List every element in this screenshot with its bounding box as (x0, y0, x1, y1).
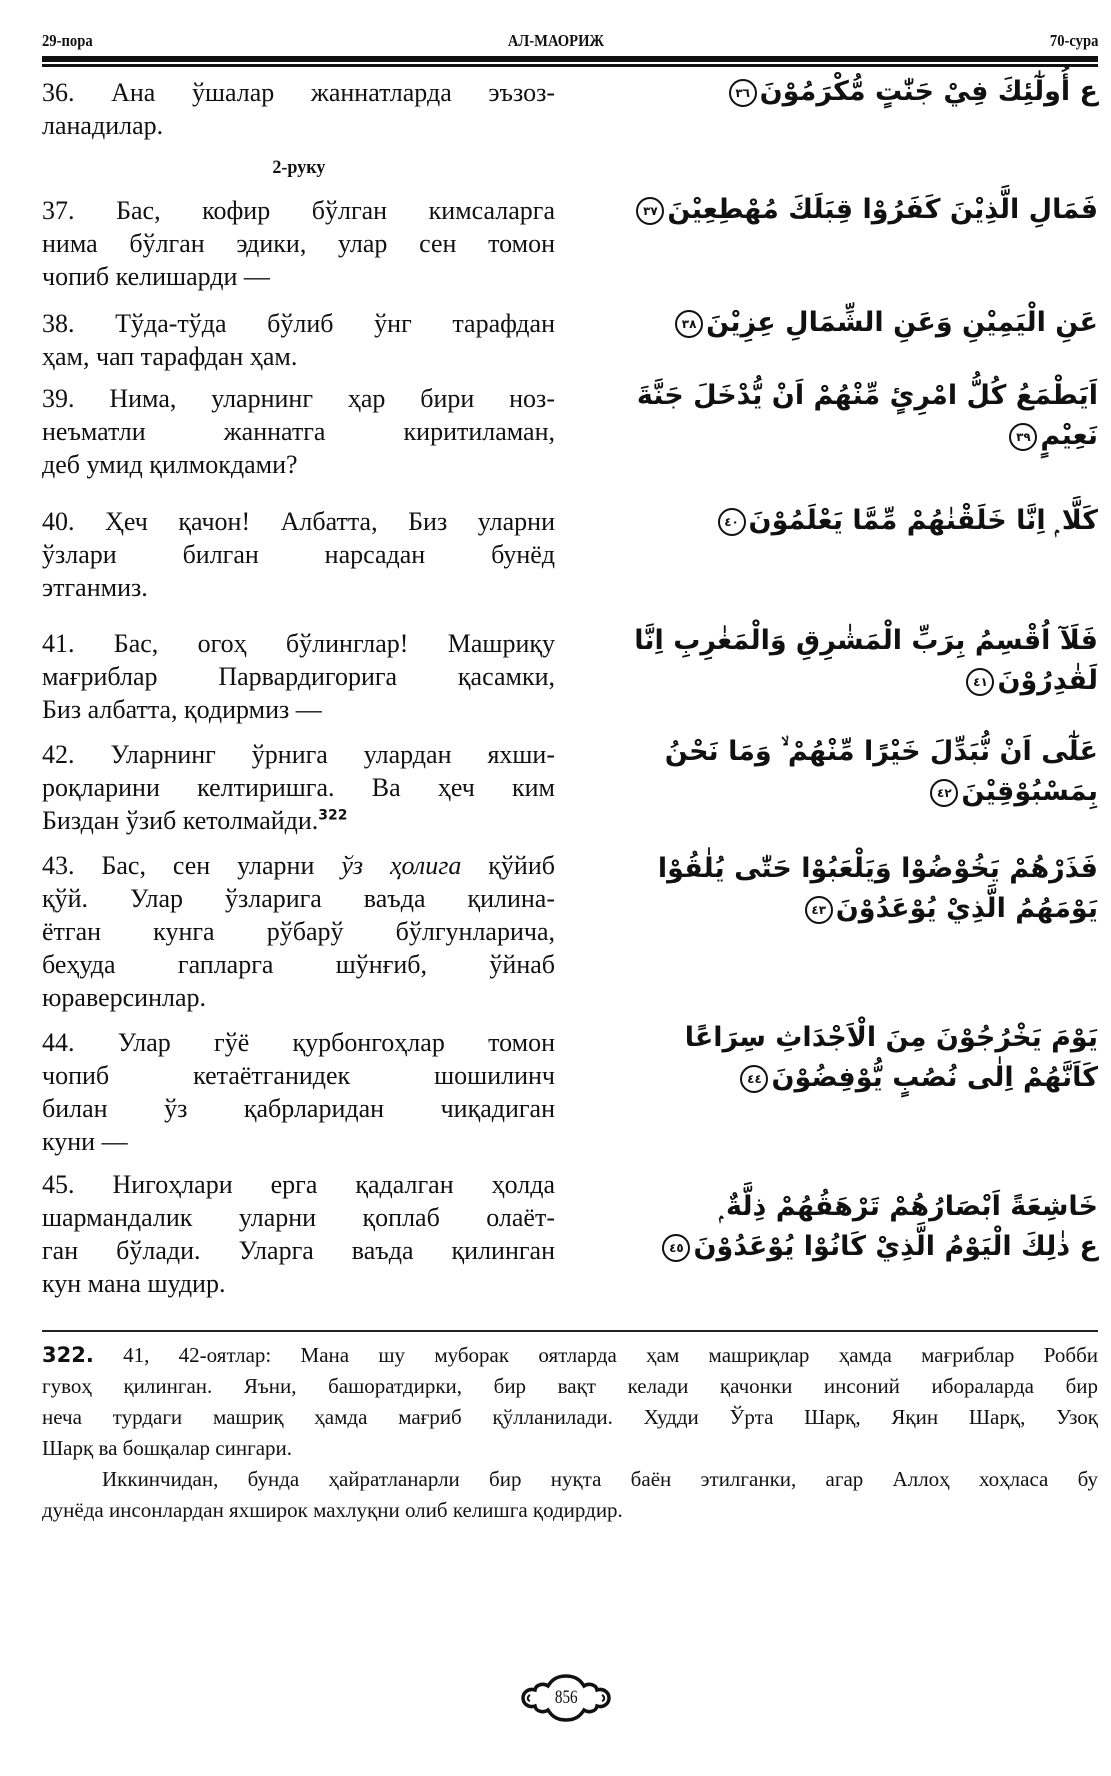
verse-line-text: қўйиб (461, 851, 555, 880)
verse-line: 37. Бас, кофир бўлган кимсаларга (42, 196, 555, 225)
footnote-line: дунёда инсонлардан яхширок махлуқни олиб келишга қодирдир. (42, 1498, 623, 1522)
arabic-line: خَاشِعَةً اَبْصَارُهُمْ تَرْهَقُهُمْ ذِلَّةٌ ۭ (719, 1191, 1098, 1222)
ayah-number-badge: ٤٠ (718, 508, 746, 536)
arabic-verse-41 (568, 621, 1098, 701)
ayah-number-badge: ٣٦ (729, 79, 757, 107)
verse-line: ланадилар. (42, 111, 164, 140)
header-juz-label: 29-пора (42, 31, 93, 50)
arabic-verse-40 (568, 501, 1098, 541)
ayah-number-badge: ٤٣ (805, 896, 833, 924)
verse-line: нима бўлган эдики, улар сен томон (42, 229, 555, 258)
ruku-marker-icon: ع (1079, 1231, 1098, 1262)
arabic-line (568, 1227, 1098, 1267)
footnote-line (42, 1340, 1098, 1371)
footnote-line: Шарқ ва бошқалар сингари. (42, 1436, 293, 1460)
arabic-line: فَذَرْهُمْ يَخُوْضُوْا وَيَلْعَبُوْا حَتّٰى يُلٰقُوْا (657, 853, 1098, 884)
verse-line: беҳуда гапларга шўнғиб, ўйнаб (42, 950, 555, 979)
arabic-verse-36 (568, 72, 1098, 112)
verse-line: чопиб кетаётганидек шошилинч (42, 1061, 555, 1090)
verse-line: ҳам, чап тарафдан ҳам. (42, 342, 298, 371)
page-number-text: 856 (554, 1687, 578, 1708)
footnote-ref-322[interactable]: 322 (318, 807, 348, 824)
header-rule-thick (42, 56, 1098, 62)
arabic-verse-42 (568, 732, 1098, 812)
arabic-line (568, 303, 1098, 343)
page-number (520, 1673, 612, 1723)
verse-line-text: 43. Бас, сен уларни (42, 851, 342, 880)
ayah-number-badge: ٤٢ (930, 779, 958, 807)
ayah-number-badge: ٤٥ (662, 1234, 690, 1262)
arabic-line (568, 416, 1098, 456)
verse-line: деб умид қилмокдами? (42, 450, 298, 479)
verse-37 (42, 194, 555, 293)
verse-line: куни — (42, 1127, 128, 1156)
verse-line: 40. Ҳеч қачон! Албатта, Биз уларни (42, 507, 555, 536)
footnote-separator (42, 1330, 1098, 1332)
footnote-line: гувоҳ қилинган. Яъни, башоратдирки, бир вақт келади қачонки инсоний ибораларда бир (42, 1374, 1098, 1398)
arabic-line (568, 190, 1098, 230)
ayah-number-badge: ٤٤ (740, 1065, 768, 1093)
arabic-line-text: كَلَّا ۭ اِنَّا خَلَقْنٰهُمْ مِّمَّا يَعْلَمُوْنَ (748, 505, 1098, 536)
arabic-line (568, 661, 1098, 701)
verse-line: 38. Тўда-тўда бўлиб ўнг тарафдан (42, 309, 555, 338)
arabic-verse-43 (568, 849, 1098, 929)
arabic-line: فَلَآ اُقْسِمُ بِرَبِّ الْمَشٰرِقِ وَالْمَغٰرِبِ اِنَّا (634, 625, 1098, 656)
arabic-line-text: فَمَالِ الَّذِيْنَ كَفَرُوْا قِبَلَكَ مُهْطِعِيْنَ (667, 194, 1098, 225)
arabic-line: يَوْمَ يَخْرُجُوْنَ مِنَ الْاَجْدَاثِ سِرَاعًا (684, 1022, 1098, 1053)
arabic-verse-44 (568, 1018, 1098, 1098)
verse-line: Биз албатта, қодирмиз — (42, 695, 322, 724)
verse-40 (42, 505, 555, 604)
arabic-line-text: عَنِ الْيَمِيْنِ وَعَنِ الشِّمَالِ عِزِيْنَ (706, 307, 1098, 338)
verse-line: билан ўз қабрларидан чиқадиган (42, 1094, 555, 1123)
header-surah-title (0, 30, 1111, 52)
verse-line: 41. Бас, огоҳ бўлинглар! Машриқу (42, 629, 555, 658)
arabic-line (568, 772, 1098, 812)
verse-line: чопиб келишарди — (42, 262, 270, 291)
ayah-number-badge: ٤١ (966, 668, 994, 696)
verse-41 (42, 627, 555, 726)
verse-line: юраверсинлар. (42, 983, 207, 1012)
verse-line: шармандалик уларни қоплаб олаёт- (42, 1203, 555, 1232)
page-number-ornament (520, 1673, 612, 1723)
verse-line: ётган кунга рўбарў бўлгунларича, (42, 917, 555, 946)
arabic-verse-45 (568, 1187, 1098, 1267)
arabic-line: اَيَطْمَعُ كُلُّ امْرِئٍ مِّنْهُمْ اَنْ يُّدْخَلَ جَنَّةَ (636, 380, 1098, 411)
verse-line: мағриблар Парвардигорига қасамки, (42, 662, 555, 691)
ayah-number-badge: ٣٩ (1009, 423, 1037, 451)
header-surah-title-text: АЛ-МАОРИЖ (507, 31, 604, 50)
arabic-line (568, 1058, 1098, 1098)
arabic-line-text: ذٰلِكَ الْيَوْمُ الَّذِيْ كَانُوْا يُوْعَدُوْنَ (693, 1231, 1071, 1262)
arabic-line-text: بِمَسْبُوْقِيْنَ (961, 776, 1098, 807)
verse-42 (42, 738, 555, 837)
verse-line: ган бўлади. Уларга ваъда қилинган (42, 1236, 555, 1265)
header-rule-thin (42, 64, 1098, 67)
arabic-line-text: أُولٰٓئِكَ فِيْ جَنّٰتٍ مُّكْرَمُوْنَ (759, 76, 1071, 107)
arabic-verse-37 (568, 190, 1098, 230)
arabic-line: عَلٰٓى اَنْ نُّبَدِّلَ خَيْرًا مِّنْهُمْ ۙ وَمَا نَحْنُ (664, 736, 1098, 767)
arabic-line-text: يَوْمَهُمُ الَّذِيْ يُوْعَدُوْنَ (835, 893, 1098, 924)
verse-italic-phrase: ўз ҳолига (341, 851, 462, 880)
arabic-line-text: كَاَنَّهُمْ اِلٰى نُصُبٍ يُّوْفِضُوْنَ (771, 1062, 1098, 1093)
verse-line: кун мана шудир. (42, 1269, 226, 1298)
verse-line: қўй. Улар ўзларига ваъда қилина- (42, 884, 555, 913)
verse-line: этганмиз. (42, 573, 148, 602)
verse-44 (42, 1026, 555, 1158)
header-surah-number: 70-сура (1049, 31, 1098, 50)
verse-45 (42, 1168, 555, 1300)
verse-line: 39. Нима, уларнинг ҳар бири ноз- (42, 384, 555, 413)
ayah-number-badge: ٣٨ (675, 310, 703, 338)
ruku-heading-text: 2-руку (271, 157, 326, 178)
ruku-marker-icon: ع (1079, 76, 1098, 107)
arabic-line-text: لَقٰدِرُوْنَ (997, 665, 1098, 696)
ruku-heading (42, 156, 555, 180)
verse-line: роқларини келтиришга. Ва ҳеч ким (42, 773, 555, 802)
verse-line (42, 804, 555, 837)
arabic-line (568, 72, 1098, 112)
arabic-line (568, 889, 1098, 929)
verse-line: 44. Улар гўё қурбонгоҳлар томон (42, 1028, 555, 1057)
footnote-number: 322. (42, 1343, 94, 1367)
verse-line: 42. Уларнинг ўрнига улардан яхши- (42, 740, 555, 769)
verse-39 (42, 382, 555, 481)
verse-line: 45. Нигоҳлари ерга қадалган ҳолда (42, 1170, 555, 1199)
arabic-verse-39 (568, 376, 1098, 456)
footnote-line: неча турдаги машриқ ҳамда мағриб қўлланилади. Худди Ўрта Шарқ, Яқин Шарқ, Узоқ (42, 1405, 1098, 1429)
footnote-line: Иккинчидан, бунда ҳайратланарли бир нуқта баён этилганки, агар Аллоҳ хоҳласа бу (102, 1467, 1098, 1491)
verse-36 (42, 76, 555, 142)
arabic-line-text: نَعِيْمٍ (1040, 420, 1098, 451)
arabic-verse-38 (568, 303, 1098, 343)
footnote-322 (42, 1340, 1098, 1526)
verse-43 (42, 849, 555, 1014)
verse-line: 36. Ана ўшалар жаннатларда эъзоз- (42, 78, 555, 107)
footnote-line-text: 41, 42-оятлар: Мана шу муборак оятларда ҳам машриқлар ҳамда мағриблар Робби (93, 1343, 1098, 1367)
ayah-number-badge: ٣٧ (636, 197, 664, 225)
verse-line: ўзлари билган нарсадан бунёд (42, 540, 555, 569)
verse-line (42, 849, 555, 882)
verse-line: неъматли жаннатга киритиламан, (42, 417, 555, 446)
verse-line-text: Биздан ўзиб кетолмайди. (42, 806, 319, 835)
arabic-line (568, 501, 1098, 541)
verse-38 (42, 307, 555, 373)
